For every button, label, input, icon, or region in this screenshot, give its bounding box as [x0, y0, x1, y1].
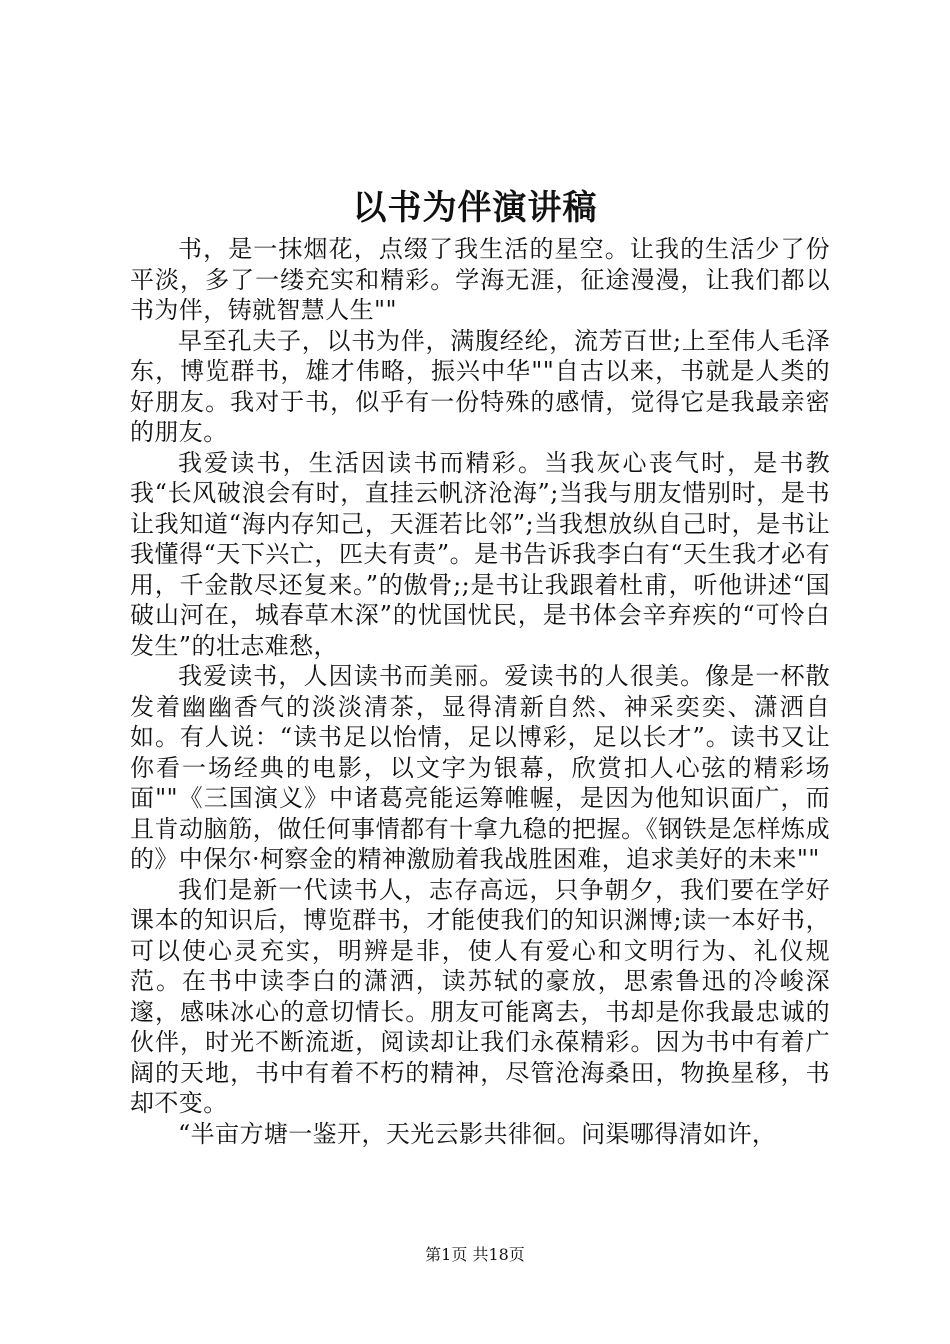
paragraph-4: 我爱读书，人因读书而美丽。爱读书的人很美。像是一杯散发着幽幽香气的淡淡清茶，显得清新自然、神采奕奕、潇洒自如。有人说：“读书足以怡情，足以博彩，足以长才”。读书又让你看一场经典的电影，以文字为银幕，欣赏扣人心弦的精彩场面""《三国演义》中诸葛亮能运筹帷幄，是因为他知识面广，而且肯动脑筋，做任何事情都有十拿九稳的把握。《钢铁是怎样炼成的》中保尔·柯察金的精神激励着我战胜困难，追求美好的未来"" [130, 662, 830, 873]
document-title: 以书为伴演讲稿 [352, 188, 598, 228]
paragraph-2: 早至孔夫子，以书为伴，满腹经纶，流芳百世;上至伟人毛泽东，博览群书，雄才伟略，振兴中华""自古以来，书就是人类的好朋友。我对于书，似乎有一份特殊的感情，觉得它是我最亲密的朋友。 [130, 326, 830, 446]
page-number-footer: 第1页 共18页 [425, 1245, 525, 1264]
document-body [130, 234, 830, 1149]
paragraph-5: 我们是新一代读书人，志存高远，只争朝夕，我们要在学好课本的知识后，博览群书，才能使我们的知识渊博;读一本好书，可以使心灵充实，明辨是非，使人有爱心和文明行为、礼仪规范。在书中读李白的潇洒，读苏轼的豪放，思索鲁迅的冷峻深邃，感味冰心的意切情长。朋友可能离去，书却是你我最忠诚的伙伴，时光不断流逝，阅读却让我们永葆精彩。因为书中有着广阔的天地，书中有着不朽的精神，尽管沧海桑田，物换星移，书却不变。 [130, 875, 830, 1117]
paragraph-6: “半亩方塘一鉴开，天光云影共徘徊。问渠哪得清如许， [178, 1119, 777, 1148]
paragraph-1: 书，是一抹烟花，点缀了我生活的星空。让我的生活少了份平淡，多了一缕充实和精彩。学海无涯，征途漫漫，让我们都以书为伴，铸就智慧人生"" [130, 235, 830, 324]
paragraph-3: 我爱读书，生活因读书而精彩。当我灰心丧气时，是书教我“长风破浪会有时，直挂云帆济沧海”;当我与朋友惜别时，是书让我知道“海内存知己，天涯若比邻”;当我想放纵自己时，是书让我懂得“天下兴亡，匹夫有责”。是书告诉我李白有“天生我才必有用，千金散尽还复来。”的傲骨;;是书让我跟着杜甫，听他讲述“国破山河在，城春草木深”的忧国忧民，是书体会辛弃疾的“可怜白发生”的壮志难愁， [130, 448, 830, 660]
